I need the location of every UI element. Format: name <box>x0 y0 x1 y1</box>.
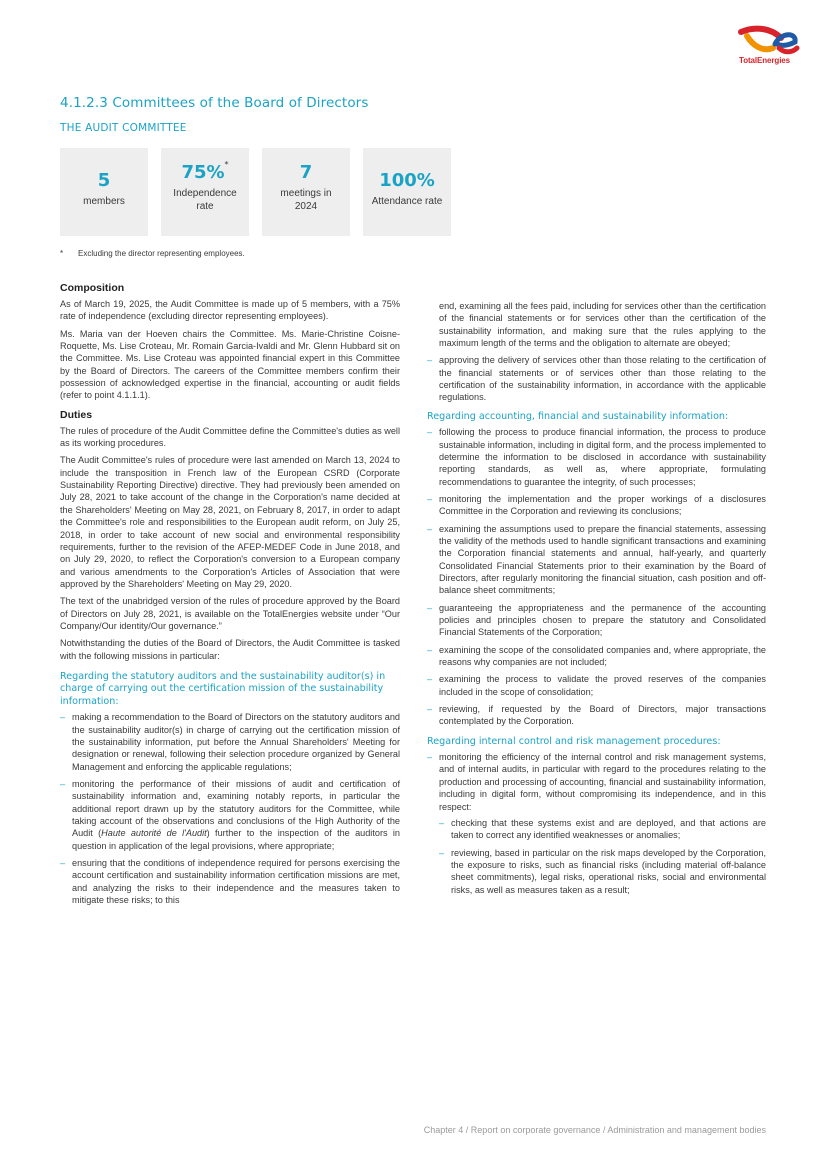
kpi-label: Independence rate <box>173 188 237 212</box>
accounting-heading: Regarding accounting, financial and sustainability information: <box>427 410 729 422</box>
list-item: – following the process to produce financial information, the process to produce sustainable information, including in digital form, and the process implemented to determine the information to be disclosed in accordance with sustainability reporting standards, as well as, where appropriate, formulating recommendations to guarantee the integrity, of such processes; <box>427 426 766 488</box>
brand-name: TotalEnergies <box>739 56 791 65</box>
list-item: – monitoring the performance of their missions of audit and certification of sustainability information and, examining notably reports, in particular the additional report drawn up by the statutory auditors for the Committee, while taking account of the observations and conclusions of the High Authority of the Audit (Haute autorité de l'Audit) further to the inspection of the auditors in question in application of the legal provisions, where appropriate; <box>60 778 400 852</box>
kpi-label: members <box>83 196 125 207</box>
footnote-star: * <box>60 249 64 258</box>
list-item: – examining the assumptions used to prepare the financial statements, assessing the validity of the methods used to handle significant transactions and examining the Corporation financial statements and annual, half-yearly, and quarterly Consolidated Financial Statements prior to their examination by the Board of Directors, after regularly monitoring the financial situation, cash position and off-balance sheet commitments; <box>427 523 766 597</box>
duties-paragraph: The rules of procedure of the Audit Committee define the Committee's duties as well as its working procedures. <box>60 425 400 449</box>
kpi-value: 5 <box>97 170 111 191</box>
internal-control-sublist <box>439 817 766 896</box>
duties-paragraph: Notwithstanding the duties of the Board of Directors, the Audit Committee is tasked with the following missions in particular: <box>60 638 400 661</box>
list-item: – ensuring that the conditions of independence required for persons exercising the account certification and sustainability information certification missions are met, and analyzing the risks to their independence and the measures taken to mitigate these risks; to this <box>60 857 400 906</box>
duties-heading: Duties <box>60 408 93 421</box>
composition-paragraph: Ms. Maria van der Hoeven chairs the Committee. Ms. Marie-Christine Coisne-Roquette, Ms. Lise Croteau, Mr. Romain Garcia-Ivaldi and Mr. Glenn Hubbard sit on the Committee. Ms. Lise Croteau was appointed financial expert in this Committee by the Board of Directors. The careers of the Committee members confirm their possession of acknowledged expertise in the financial, accounting or audit fields (refer to point 4.1.1.1). <box>60 328 400 401</box>
section-title: 4.1.2.3 Committees of the Board of Directors <box>60 95 369 111</box>
list-item: – making a recommendation to the Board of Directors on the statutory auditors and the sustainability auditor(s) in charge of carrying out the certification mission of the sustainability information, put before the Annual Shareholders' Meeting for designation or renewal, following their selection procedure organized by General Management and enforcing the applicable regulations; <box>60 711 400 773</box>
list-item: – monitoring the implementation and the proper workings of a disclosures Committee in the Corporation and reviewing its conclusions; <box>427 493 766 518</box>
footnote-marker: * <box>224 160 229 169</box>
composition-heading: Composition <box>60 282 125 294</box>
left-column <box>60 282 400 911</box>
continued-list-item: end, examining all the fees paid, including for services other than the certification of the financial statements or for services other than the certification of the sustainability information, and making sure that the rules applying to the maximum length of the terms and the obligation to alternate are obeyed; <box>439 301 766 349</box>
footnote-text: Excluding the director representing employees. <box>78 249 245 258</box>
auditors-list <box>60 711 400 906</box>
kpi-label: meetings in 2024 <box>280 188 332 212</box>
kpi-label: Attendance rate <box>371 196 443 207</box>
list-item: – approving the delivery of services other than those relating to the certification of the financial statements or of services other than those relating to the certification of the sustainability information, in accordance with the applicable regulations. <box>427 354 766 403</box>
list-item: – guaranteeing the appropriateness and the permanence of the accounting policies and principles chosen to prepare the statutory and Consolidated Financial Statements of the Corporation; <box>427 602 766 639</box>
sub-list-item: – checking that these systems exist and are deployed, and that actions are taken to correct any identified weaknesses or anomalies; <box>439 817 766 842</box>
sub-list-item: – reviewing, based in particular on the risk maps developed by the Corporation, the exposure to risks, such as financial risks (including material off-balance sheet commitments), legal risks, operational risks, social and environmental risks, as well as measures taken as a result; <box>439 847 766 896</box>
kpi-members <box>60 148 148 236</box>
footnote <box>60 249 245 258</box>
composition-paragraph: As of March 19, 2025, the Audit Committee is made up of 5 members, with a 75% rate of independence (excluding director representing employees). <box>60 299 400 322</box>
internal-control-heading: Regarding internal control and risk management procedures: <box>427 735 721 747</box>
duties-paragraph: The Audit Committee's rules of procedure were last amended on March 13, 2024 to include the transposition in French law of the European CSRD (Corporate Sustainability Reporting Directive) directive. They had previously been amended on July 28, 2021 to take account of the change in the Corporation's name decided at the Shareholders' Meeting on May 28, 2021, on February 8, 2017, in order to adapt the Committee's role and responsibilities to the European audit reform, on July 25, 2018, in order to take account of new social and environmental responsibility requirements, further to the revision of the AFEP-MEDEF Code in June 2018, and on July 29, 2020, to reflect the Corporation's conversion to a European company and various amendments to the Corporation's Articles of Association that were approved by the Shareholders' Meeting on May 29, 2020. <box>60 455 400 589</box>
list-item: – reviewing, if requested by the Board of Directors, major transactions contemplated by the Corporation. <box>427 703 766 728</box>
right-column <box>427 300 766 901</box>
page-footer: Chapter 4 / Report on corporate governance / Administration and management bodies <box>423 1125 766 1135</box>
auditors-list-cont <box>427 354 766 403</box>
kpi-meetings <box>262 148 350 236</box>
kpi-value: 75%* <box>181 160 229 183</box>
list-item: – monitoring the efficiency of the internal control and risk management systems, and of internal audits, in particular with regard to the procedures relating to the production and processing of accounting, financial and sustainability information, including in digital form, without compromising its independence, and in this respect: – checking that these systems exist and are deployed, and that actions are taken to correct any identified weaknesses or anomalies; – reviewing, based in particular on the risk maps developed by the Corporation, the exposure to risks, such as financial risks (including material off-balance sheet commitments), legal risks, operational risks, social and environmental risks, as well as measures taken as a result; <box>427 751 766 896</box>
duties-paragraph: The text of the unabridged version of the rules of procedure approved by the Board of Directors on July 28, 2021, is available on the TotalEnergies website under “Our Company/Our identity/Our governance.” <box>60 596 400 631</box>
kpi-value: 100% <box>379 170 435 191</box>
kpi-attendance <box>363 148 451 236</box>
list-item: – examining the scope of the consolidated companies and, where appropriate, the reasons why companies are not included; <box>427 644 766 669</box>
list-item: – examining the process to validate the proved reserves of the companies included in the scope of consolidation; <box>427 673 766 698</box>
kpi-independence <box>161 148 249 236</box>
kpi-value: 7 <box>299 162 313 183</box>
accounting-list <box>427 426 766 728</box>
auditors-heading: Regarding the statutory auditors and the sustainability auditor(s) in charge of carrying out the certification mission of the sustainability information: <box>60 670 386 707</box>
committee-title: THE AUDIT COMMITTEE <box>60 122 187 134</box>
internal-control-list <box>427 751 766 896</box>
